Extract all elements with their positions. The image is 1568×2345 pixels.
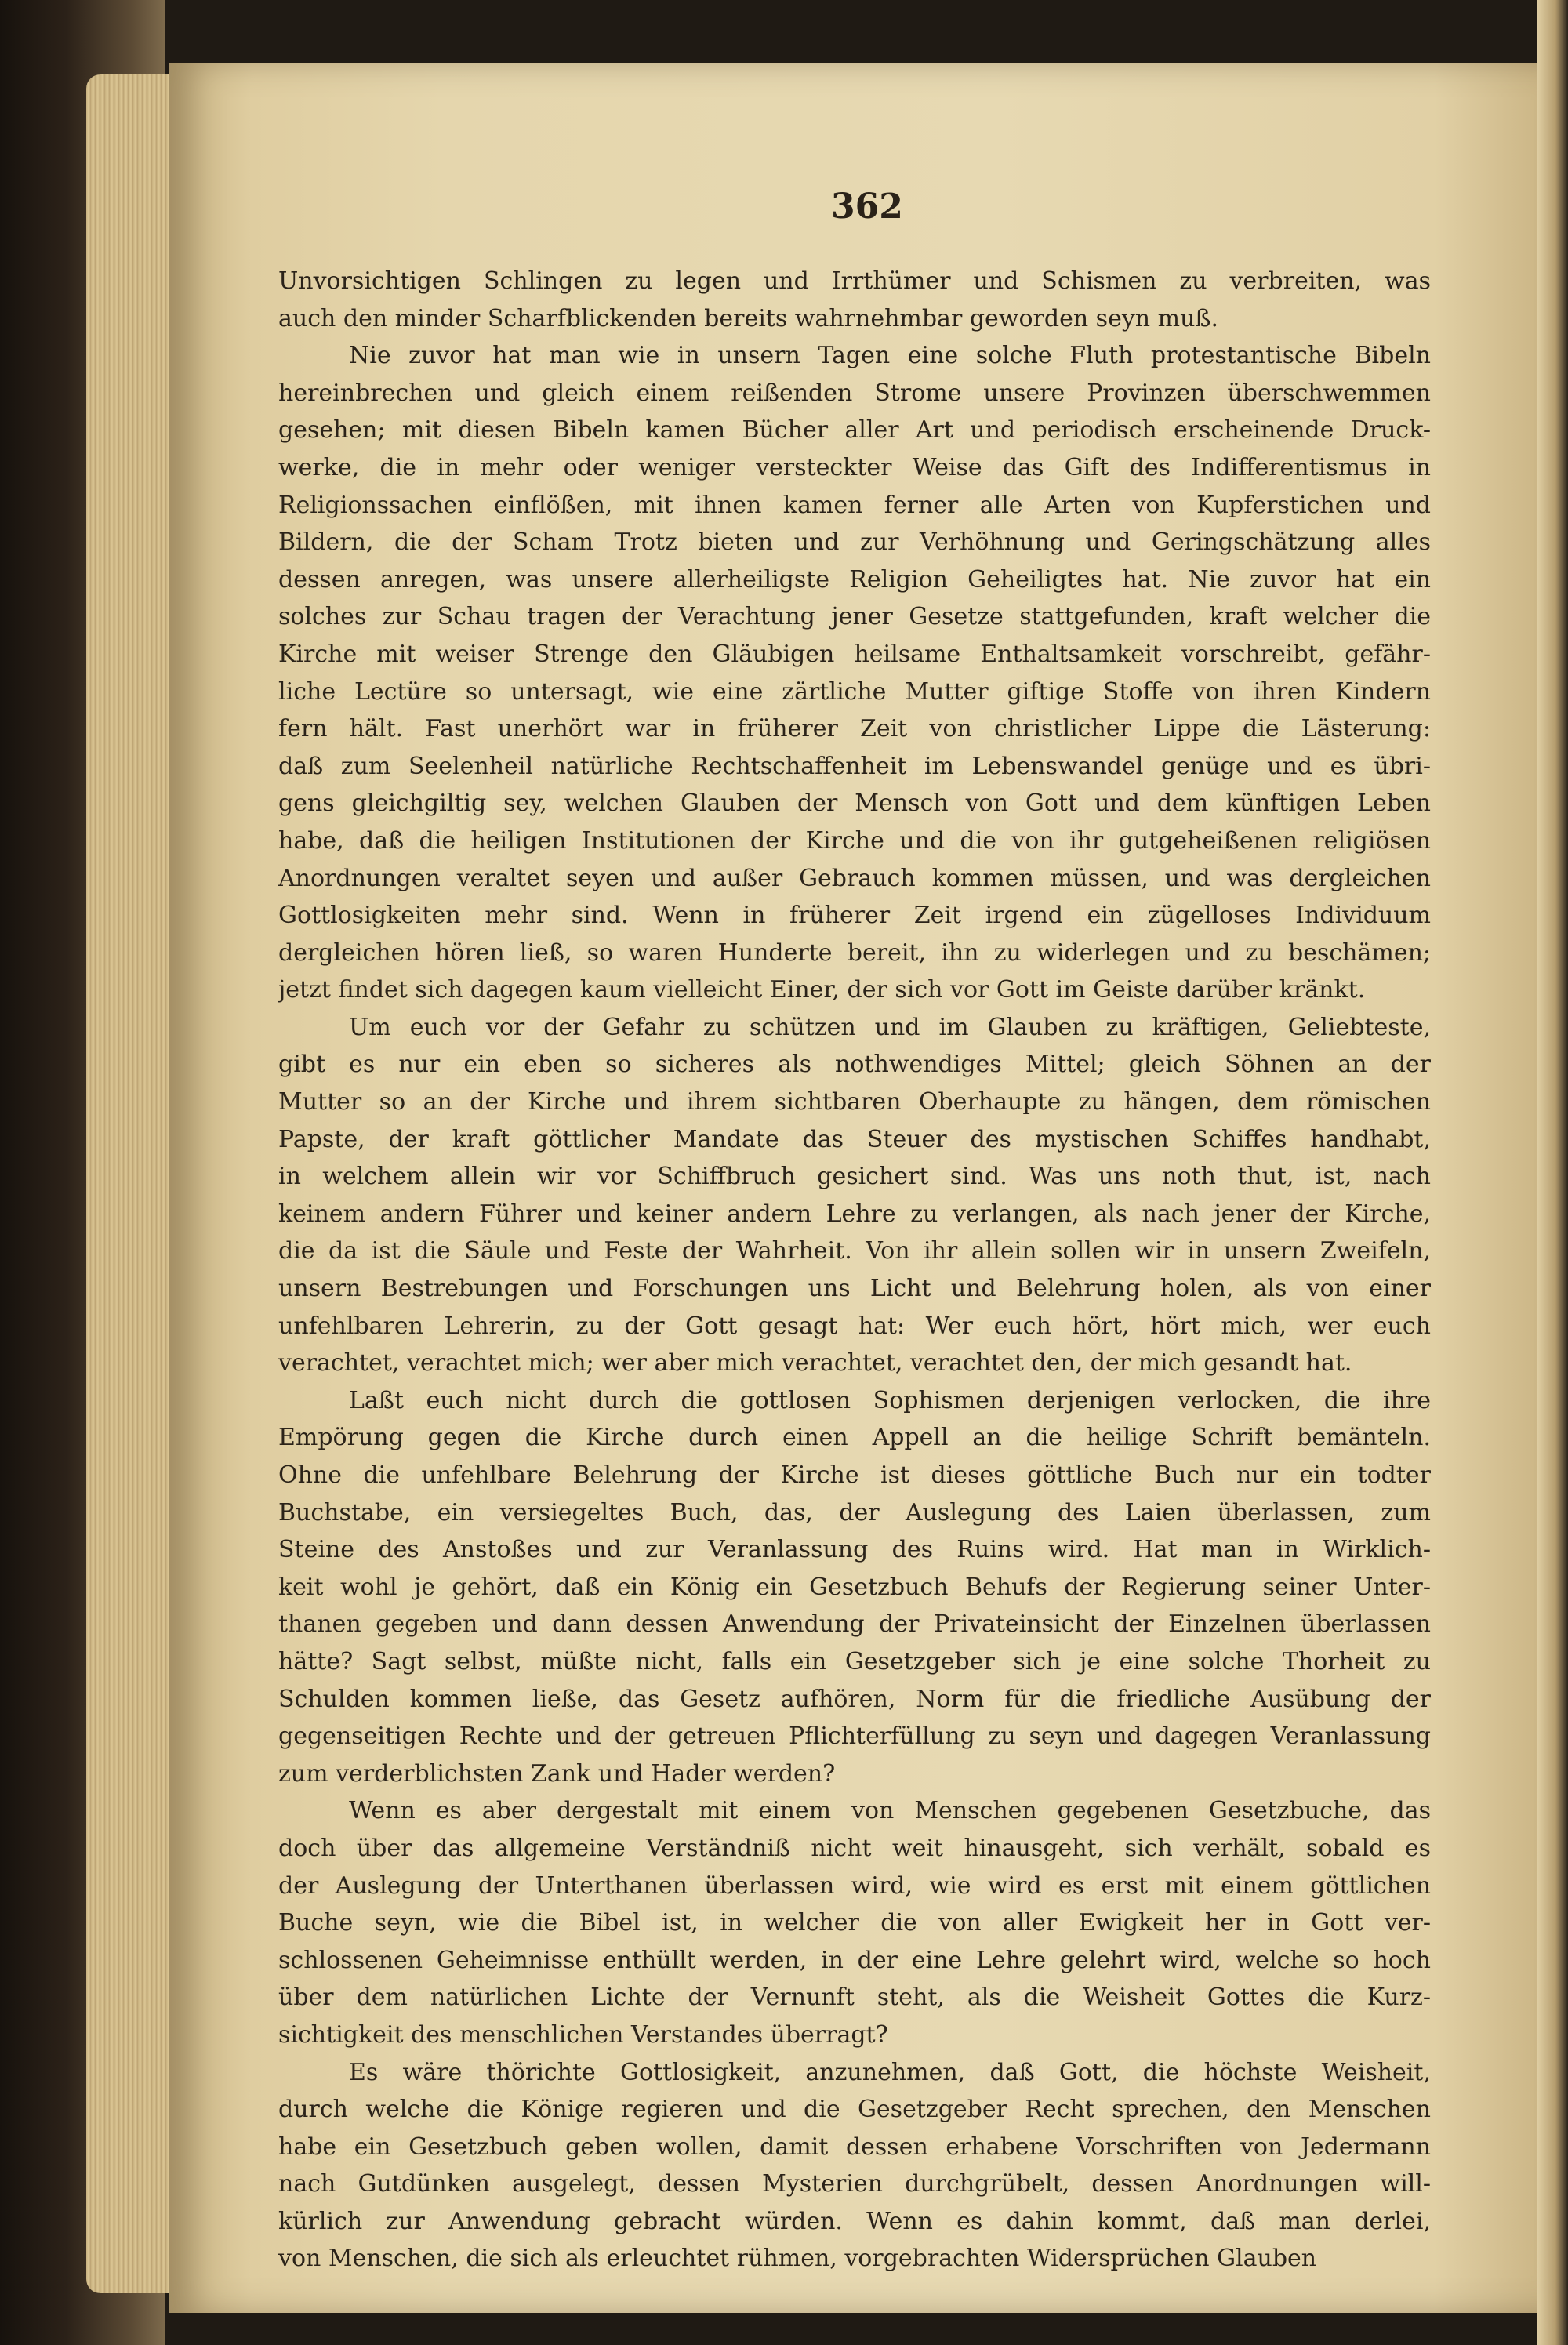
paragraph	[278, 1009, 1431, 1382]
text-line: habe ein Gesetzbuch geben wollen, damit dessen erhabene Vorschriften von Jedermann	[278, 2133, 1431, 2161]
text-line: fern hält. Fast unerhört war in früherer Zeit von christlicher Lippe die Lästerung:	[278, 715, 1431, 743]
text-line: Religionssachen einflößen, mit ihnen kamen ferner alle Arten von Kupferstichen und	[278, 491, 1431, 519]
text-line: sichtigkeit des menschlichen Verstandes überragt?	[278, 2020, 888, 2049]
text-line: über dem natürlichen Lichte der Vernunft steht, als die Weisheit Gottes die Kurz-	[278, 1984, 1431, 2012]
text-line: keit wohl je gehört, daß ein König ein Gesetzbuch Behufs der Regierung seiner Unter-	[278, 1573, 1431, 1601]
text-line: gegenseitigen Rechte und der getreuen Pflichterfüllung zu seyn und dagegen Veranlassung	[278, 1722, 1431, 1751]
text-line: gesehen; mit diesen Bibeln kamen Bücher aller Art und periodisch erscheinende Druck-	[278, 416, 1431, 445]
text-line: Bildern, die der Scham Trotz bieten und zur Verhöhnung und Geringschätzung alles	[278, 528, 1431, 557]
text-line: unfehlbaren Lehrerin, zu der Gott gesagt hat: Wer euch hört, hört mich, wer euch	[278, 1312, 1431, 1340]
text-line: dergleichen hören ließ, so waren Hunderte bereit, ihn zu widerlegen und zu beschämen;	[278, 938, 1431, 967]
text-line: Anordnungen veraltet seyen und außer Gebrauch kommen müssen, und was dergleichen	[278, 864, 1431, 892]
text-line: Mutter so an der Kirche und ihrem sichtbaren Oberhaupte zu hängen, dem römischen	[278, 1088, 1431, 1116]
text-line: schlossenen Geheimnisse enthüllt werden, in der eine Lehre gelehrt wird, welche so hoch	[278, 1946, 1431, 1974]
text-line: Nie zuvor hat man wie in unsern Tagen eine solche Fluth protestantische Bibeln	[349, 342, 1431, 370]
text-line: doch über das allgemeine Verständniß nicht weit hinausgeht, sich verhält, sobald es	[278, 1834, 1431, 1862]
text-line: Laßt euch nicht durch die gottlosen Sophismen derjenigen verlocken, die ihre	[349, 1386, 1431, 1414]
text-line: Es wäre thörichte Gottlosigkeit, anzunehmen, daß Gott, die höchste Weisheit,	[349, 2058, 1431, 2086]
text-line: Papste, der kraft göttlicher Mandate das Steuer des mystischen Schiffes handhabt,	[278, 1125, 1431, 1153]
text-line: habe, daß die heiligen Institutionen der Kirche und die von ihr gutgeheißenen religiösen	[278, 826, 1431, 855]
text-line: Schulden kommen ließe, das Gesetz aufhören, Norm für die friedliche Ausübung der	[278, 1685, 1431, 1713]
text-line: thanen gegeben und dann dessen Anwendung der Privateinsicht der Einzelnen überlassen	[278, 1610, 1431, 1639]
text-line: werke, die in mehr oder weniger versteckter Weise das Gift des Indifferentismus in	[278, 453, 1431, 481]
text-line: Empörung gegen die Kirche durch einen Appell an die heilige Schrift bemänteln.	[278, 1424, 1431, 1452]
text-line: durch welche die Könige regieren und die Gesetzgeber Recht sprechen, den Menschen	[278, 2096, 1431, 2124]
text-line: Kirche mit weiser Strenge den Gläubigen heilsame Enthaltsamkeit vorschreibt, gefähr-	[278, 640, 1431, 668]
text-line: zum verderblichsten Zank und Hader werden?	[278, 1759, 836, 1788]
text-line: kürlich zur Anwendung gebracht würden. Wenn es dahin kommt, daß man derlei,	[278, 2207, 1431, 2235]
text-line: nach Gutdünken ausgelegt, dessen Mysterien durchgrübelt, dessen Anordnungen will-	[278, 2170, 1431, 2198]
text-line: in welchem allein wir vor Schiffbruch gesichert sind. Was uns noth thut, ist, nach	[278, 1163, 1431, 1191]
text-line: unsern Bestrebungen und Forschungen uns Licht und Belehrung holen, als von einer	[278, 1275, 1431, 1303]
text-line: Unvorsichtigen Schlingen zu legen und Irrthümer und Schismen zu verbreiten, was	[278, 267, 1431, 295]
page-number: 362	[831, 187, 903, 227]
paragraph	[278, 2054, 1431, 2278]
text-line: keinem andern Führer und keiner andern Lehre zu verlangen, als nach jener der Kirche,	[278, 1200, 1431, 1228]
text-line: von Menschen, die sich als erleuchtet rühmen, vorgebrachten Widersprüchen Glauben	[278, 2245, 1317, 2273]
text-line: auch den minder Scharfblickenden bereits wahrnehmbar geworden seyn muß.	[278, 304, 1218, 332]
text-line: jetzt findet sich dagegen kaum vielleicht Einer, der sich vor Gott im Geiste darüber kränkt.	[278, 976, 1366, 1004]
facing-page-edge	[1537, 0, 1568, 2345]
paragraph	[278, 263, 1431, 337]
text-line: Buche seyn, wie die Bibel ist, in welcher die von aller Ewigkeit her in Gott ver-	[278, 1909, 1431, 1937]
text-line: der Auslegung der Unterthanen überlassen wird, wie wird es erst mit einem göttlichen	[278, 1871, 1431, 1900]
text-line: dessen anregen, was unsere allerheiligste Religion Geheiligtes hat. Nie zuvor hat ein	[278, 565, 1431, 594]
text-line: Um euch vor der Gefahr zu schützen und im Glauben zu kräftigen, Geliebteste,	[349, 1013, 1431, 1041]
text-line: gens gleichgiltig sey, welchen Glauben der Mensch von Gott und dem künftigen Leben	[278, 790, 1431, 818]
text-line: daß zum Seelenheil natürliche Rechtschaffenheit im Lebenswandel genüge und es übri-	[278, 752, 1431, 780]
text-line: hätte? Sagt selbst, müßte nicht, falls ein Gesetzgeber sich je eine solche Thorheit zu	[278, 1647, 1431, 1675]
text-line: Gottlosigkeiten mehr sind. Wenn in früherer Zeit irgend ein zügelloses Individuum	[278, 902, 1431, 930]
text-line: Ohne die unfehlbare Belehrung der Kirche ist dieses göttliche Buch nur ein todter	[278, 1461, 1431, 1489]
text-line: verachtet, verachtet mich; wer aber mich verachtet, verachtet den, der mich gesandt hat.	[278, 1349, 1352, 1378]
body-text	[278, 263, 1431, 2278]
paragraph	[278, 1792, 1431, 2053]
text-line: Steine des Anstoßes und zur Veranlassung des Ruins wird. Hat man in Wirklich-	[278, 1536, 1431, 1564]
text-line: Buchstabe, ein versiegeltes Buch, das, der Auslegung des Laien überlassen, zum	[278, 1498, 1431, 1526]
text-line: die da ist die Säule und Feste der Wahrheit. Von ihr allein sollen wir in unsern Zweifeln,	[278, 1237, 1431, 1265]
text-line: gibt es nur ein eben so sicheres als nothwendiges Mittel; gleich Söhnen an der	[278, 1051, 1431, 1079]
text-line: liche Lectüre so untersagt, wie eine zärtliche Mutter giftige Stoffe von ihren Kindern	[278, 677, 1431, 706]
paragraph	[278, 1382, 1431, 1793]
text-line: hereinbrechen und gleich einem reißenden Strome unsere Provinzen überschwemmen	[278, 379, 1431, 407]
paragraph	[278, 337, 1431, 1009]
text-line: solches zur Schau tragen der Verachtung jener Gesetze stattgefunden, kraft welcher die	[278, 603, 1431, 631]
text-line: Wenn es aber dergestalt mit einem von Menschen gegebenen Gesetzbuche, das	[349, 1797, 1431, 1825]
